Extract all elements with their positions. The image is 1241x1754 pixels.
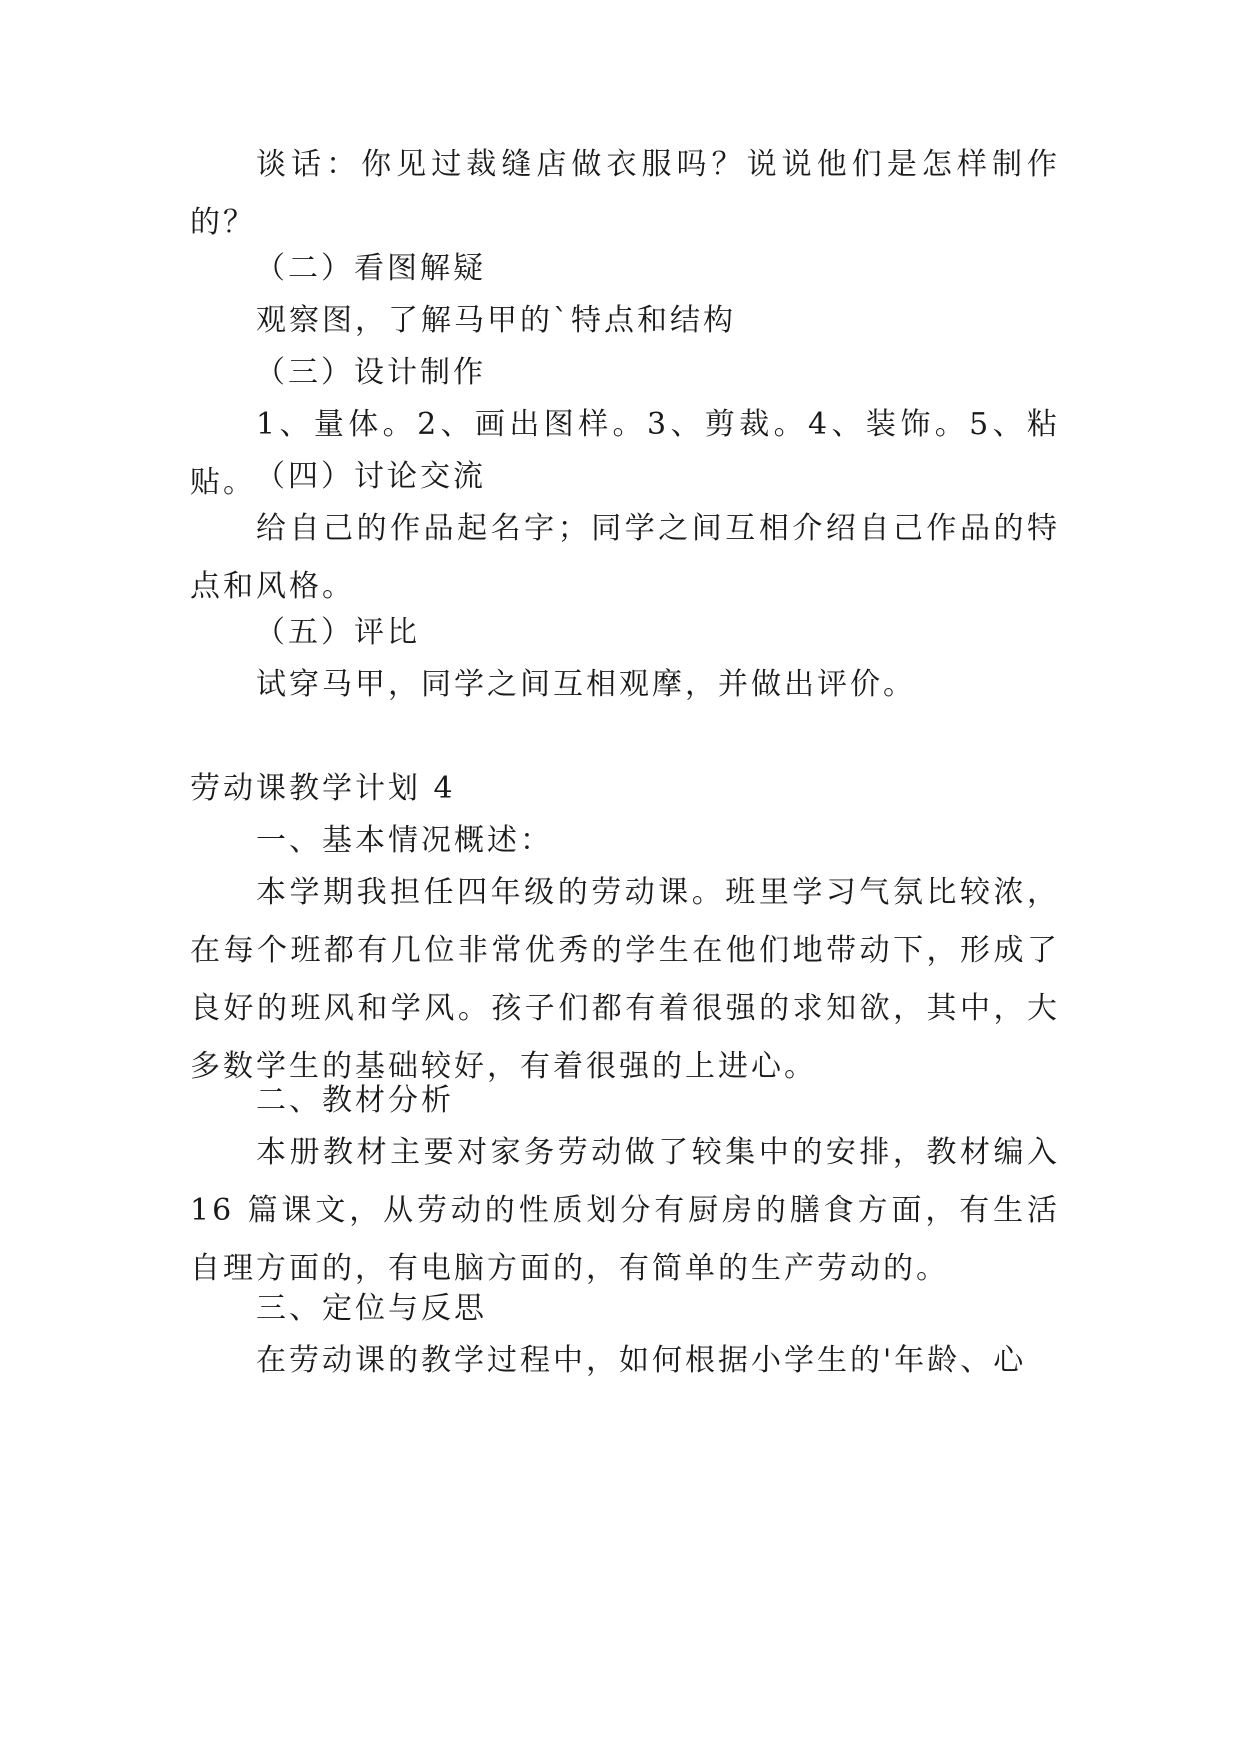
heading-design-make: （三）设计制作 — [255, 355, 486, 390]
heading-look-and-solve: （二）看图解疑 — [255, 251, 486, 286]
evaluate-paragraph: 试穿马甲，同学之间互相观摩，并做出评价。 — [256, 667, 916, 702]
heading-discuss: （四）讨论交流 — [255, 459, 486, 494]
overview-paragraph: 本学期我担任四年级的劳动课。班里学习气氛比较浓，在每个班都有几位非常优秀的学生在他们地带动下，形成了良好的班风和学风。孩子们都有着很强的求知欲，其中，大多数学生的基础较好，有着很强的上进心。 — [190, 875, 1060, 1084]
observe-paragraph: 观察图，了解马甲的`特点和结构 — [256, 303, 736, 338]
heading-positioning: 三、定位与反思 — [256, 1291, 487, 1326]
heading-material-analysis: 二、教材分析 — [256, 1083, 454, 1118]
heading-basic-overview: 一、基本情况概述： — [256, 823, 553, 858]
material-paragraph: 本册教材主要对家务劳动做了较集中的安排，教材编入 16 篇课文，从劳动的性质划分有厨房的膳食方面，有生活自理方面的，有电脑方面的，有简单的生产劳动的。 — [190, 1135, 1060, 1286]
section-title: 劳动课教学计划 4 — [190, 771, 456, 806]
heading-evaluate: （五）评比 — [255, 615, 420, 650]
talk-paragraph: 谈话：你见过裁缝店做衣服吗？说说他们是怎样制作的？ — [190, 147, 1060, 240]
steps-paragraph: 1、量体。2、画出图样。3、剪裁。4、装饰。5、粘贴。 — [190, 407, 1060, 500]
positioning-paragraph: 在劳动课的教学过程中，如何根据小学生的'年龄、心 — [256, 1343, 1027, 1378]
discuss-paragraph: 给自己的作品起名字；同学之间互相介绍自己作品的特点和风格。 — [190, 511, 1060, 604]
